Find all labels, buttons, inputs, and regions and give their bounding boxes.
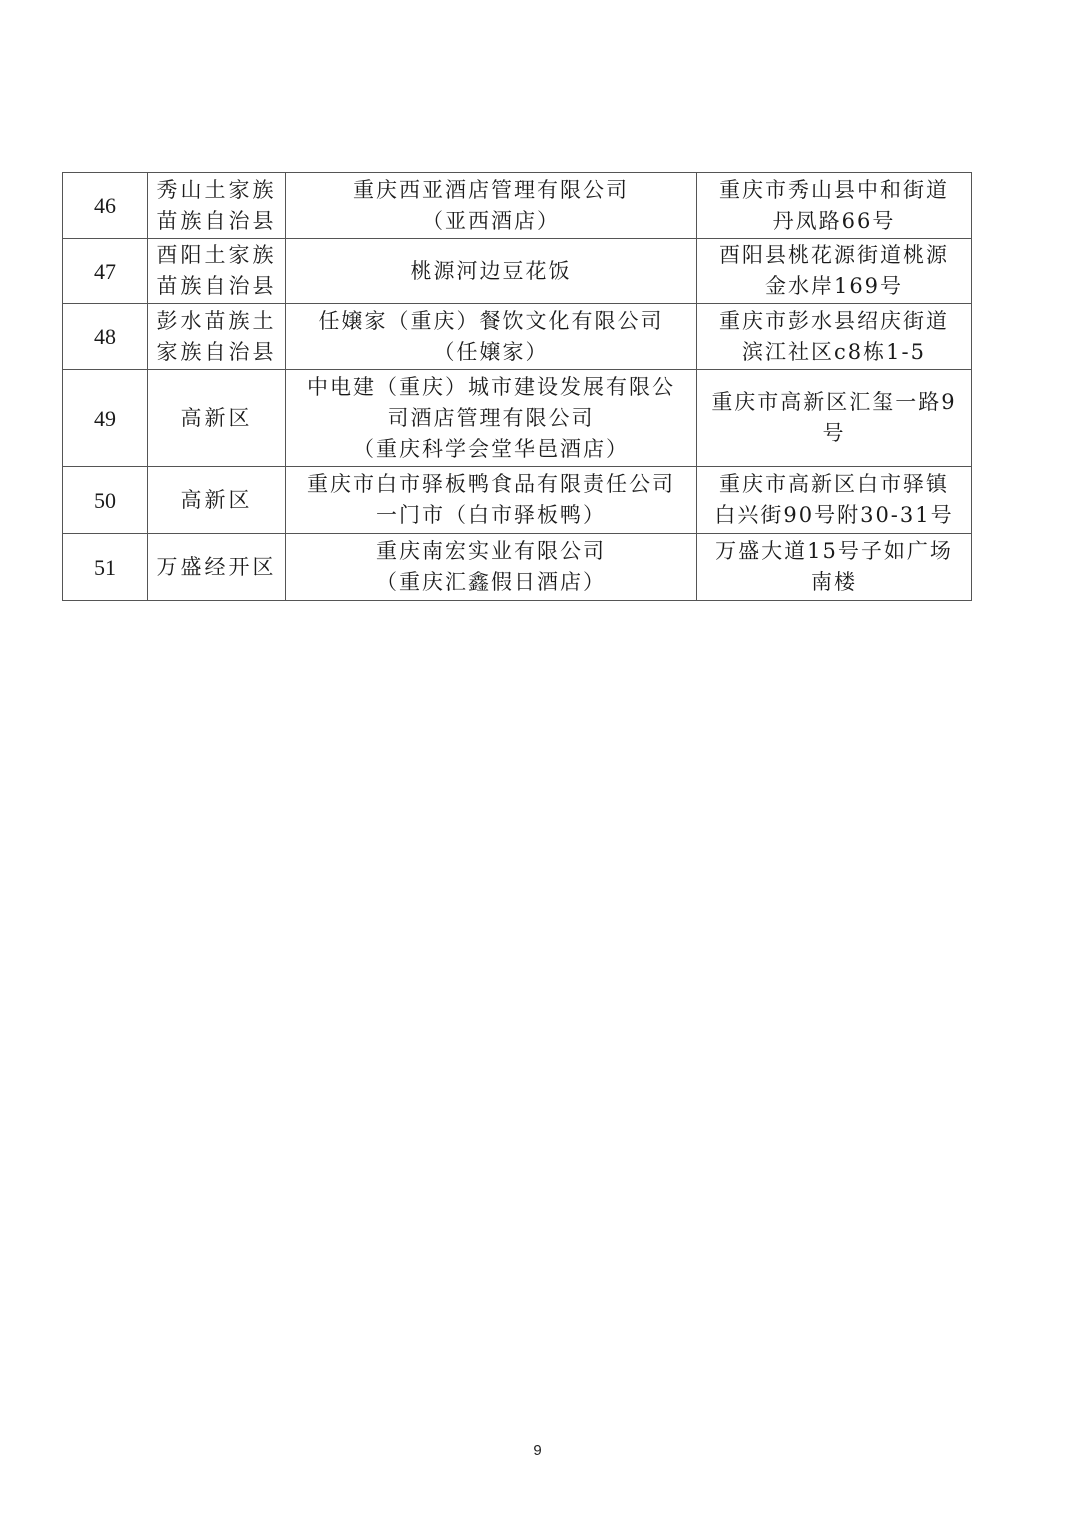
row-number: 50 <box>63 467 148 534</box>
address-cell: 万盛大道15号子如广场 南楼 <box>697 534 972 601</box>
address-cell: 重庆市秀山县中和街道 丹凤路66号 <box>697 173 972 239</box>
company-cell: 任嬢家（重庆）餐饮文化有限公司 （任嬢家） <box>286 304 697 370</box>
table-row <box>63 467 972 534</box>
row-number: 46 <box>63 173 148 239</box>
address-cell: 重庆市高新区白市驿镇 白兴街90号附30-31号 <box>697 467 972 534</box>
address-cell: 重庆市高新区汇玺一路9 号 <box>697 370 972 467</box>
district-cell: 万盛经开区 <box>148 534 286 601</box>
table-row <box>63 370 972 467</box>
district-cell: 秀山土家族 苗族自治县 <box>148 173 286 239</box>
district-cell: 彭水苗族土 家族自治县 <box>148 304 286 370</box>
district-cell: 高新区 <box>148 370 286 467</box>
address-cell: 酉阳县桃花源街道桃源 金水岸169号 <box>697 239 972 304</box>
row-number: 51 <box>63 534 148 601</box>
company-cell: 重庆南宏实业有限公司 （重庆汇鑫假日酒店） <box>286 534 697 601</box>
restaurant-listing-table <box>62 172 972 601</box>
row-number: 47 <box>63 239 148 304</box>
table-row <box>63 173 972 239</box>
table-row <box>63 304 972 370</box>
company-cell: 桃源河边豆花饭 <box>286 239 697 304</box>
page-number: 9 <box>533 1442 542 1459</box>
company-cell: 中电建（重庆）城市建设发展有限公 司酒店管理有限公司 （重庆科学会堂华邑酒店） <box>286 370 697 467</box>
company-cell: 重庆西亚酒店管理有限公司 （亚西酒店） <box>286 173 697 239</box>
row-number: 48 <box>63 304 148 370</box>
district-cell: 高新区 <box>148 467 286 534</box>
address-cell: 重庆市彭水县绍庆街道 滨江社区c8栋1-5 <box>697 304 972 370</box>
table-row <box>63 239 972 304</box>
row-number: 49 <box>63 370 148 467</box>
table-row <box>63 534 972 601</box>
company-cell: 重庆市白市驿板鸭食品有限责任公司 一门市（白市驿板鸭） <box>286 467 697 534</box>
district-cell: 酉阳土家族 苗族自治县 <box>148 239 286 304</box>
